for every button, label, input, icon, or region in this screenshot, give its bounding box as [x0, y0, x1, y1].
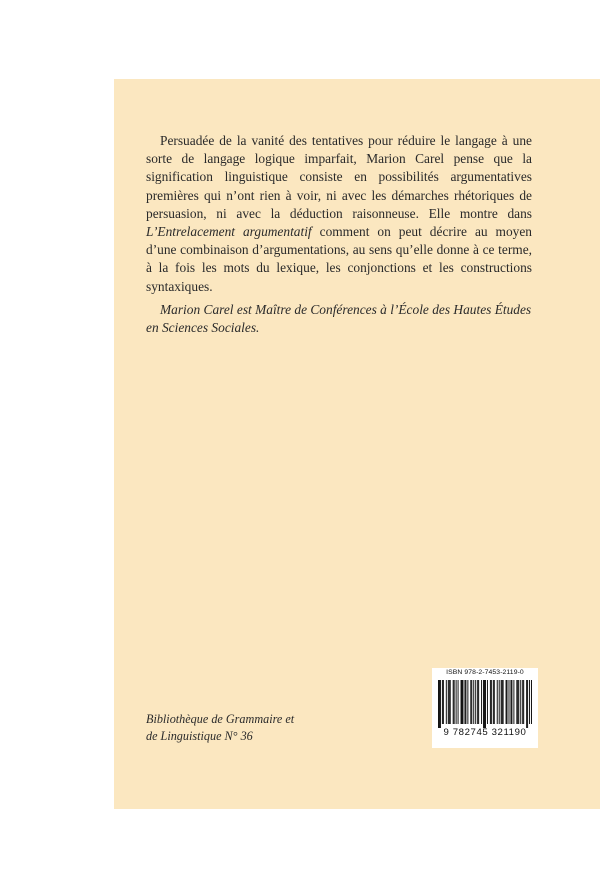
- barcode-icon: [438, 680, 532, 728]
- series-info: [146, 711, 386, 744]
- blurb-text-end: comment on peut décrire au moyen d’une combinaison d’argumentations, au sens qu’elle donne à ce terme, à la fois les mots du lexique, les conjonctions et les constructions syntaxiques.: [146, 224, 533, 294]
- series-line-2: de Linguistique N° 36: [146, 728, 253, 743]
- book-title: L’Entrelacement argumentatif: [146, 224, 312, 240]
- author-note: Marion Carel est Maître de Conférences à l’École des Hautes Études en Sciences Sociales.: [146, 302, 532, 336]
- isbn-label: ISBN 978-2-7453-2119-0: [446, 669, 524, 676]
- barcode-block: [432, 668, 538, 748]
- barcode-digits: 9 782745 321190: [443, 727, 527, 738]
- blurb-paragraph: [146, 132, 532, 296]
- blurb-text-start: Persuadée de la vanité des tentatives pour réduire le langage à une sorte de langage logique imparfait, Marion Carel pense que la signification linguistique consiste en possibilités argumentatives premières qui n’ont rien à voir, ni avec les démarches rhétoriques de persuasion, ni avec la déduction raisonneuse. Elle montre dans: [146, 133, 532, 221]
- series-line-1: Bibliothèque de Grammaire et: [146, 712, 295, 726]
